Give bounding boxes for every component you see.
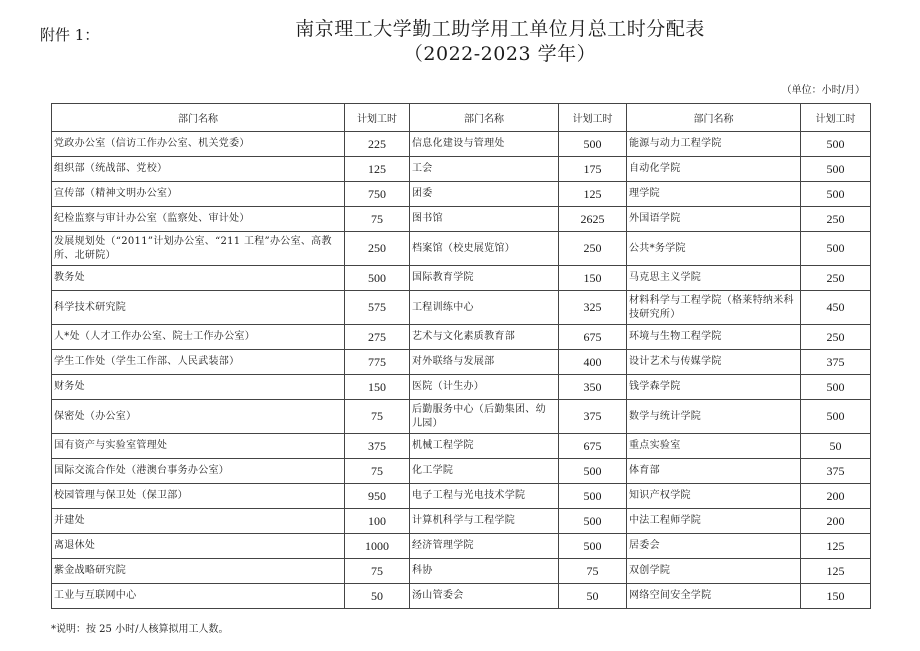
table-row (52, 559, 871, 584)
table-row (52, 266, 871, 291)
planned-hours-cell: 125 (801, 559, 871, 584)
planned-hours-cell: 375 (801, 459, 871, 484)
dept-name-cell: 并建处 (52, 509, 345, 534)
table-row (52, 350, 871, 375)
planned-hours-cell: 325 (559, 291, 627, 325)
planned-hours-cell: 250 (801, 325, 871, 350)
dept-name-cell: 经济管理学院 (410, 534, 559, 559)
dept-name-cell: 对外联络与发展部 (410, 350, 559, 375)
title-line-1: 南京理工大学勤工助学用工单位月总工时分配表 (295, 18, 705, 40)
dept-header: 部门名称 (410, 104, 559, 132)
planned-hours-cell: 250 (559, 232, 627, 266)
dept-name-cell: 体育部 (627, 459, 801, 484)
dept-name-cell: 重点实验室 (627, 434, 801, 459)
table-row (52, 375, 871, 400)
dept-name-cell: 艺术与文化素质教育部 (410, 325, 559, 350)
planned-hours-cell: 150 (345, 375, 410, 400)
planned-hours-cell: 500 (559, 484, 627, 509)
allocation-table (51, 103, 871, 609)
planned-hours-cell: 75 (345, 400, 410, 434)
planned-hours-cell: 675 (559, 325, 627, 350)
planned-hours-cell: 75 (345, 207, 410, 232)
table-row (52, 157, 871, 182)
planned-hours-cell: 500 (801, 232, 871, 266)
planned-hours-cell: 225 (345, 132, 410, 157)
dept-name-cell: 数学与统计学院 (627, 400, 801, 434)
planned-hours-cell: 450 (801, 291, 871, 325)
table-row (52, 534, 871, 559)
table-row (52, 434, 871, 459)
planned-hours-cell: 50 (559, 584, 627, 609)
hours-header: 计划工时 (559, 104, 627, 132)
planned-hours-cell: 150 (801, 584, 871, 609)
dept-name-cell: 科协 (410, 559, 559, 584)
planned-hours-cell: 500 (801, 375, 871, 400)
planned-hours-cell: 200 (801, 509, 871, 534)
planned-hours-cell: 75 (559, 559, 627, 584)
planned-hours-cell: 375 (559, 400, 627, 434)
table-row (52, 459, 871, 484)
table-row (52, 584, 871, 609)
table-row (52, 400, 871, 434)
dept-name-cell: 图书馆 (410, 207, 559, 232)
planned-hours-cell: 250 (345, 232, 410, 266)
dept-name-cell: 科学技术研究院 (52, 291, 345, 325)
planned-hours-cell: 375 (801, 350, 871, 375)
attachment-label: 附件 1： (40, 26, 100, 44)
dept-name-cell: 医院（计生办） (410, 375, 559, 400)
table-row (52, 291, 871, 325)
planned-hours-cell: 275 (345, 325, 410, 350)
dept-name-cell: 马克思主义学院 (627, 266, 801, 291)
planned-hours-cell: 500 (801, 182, 871, 207)
dept-name-cell: 知识产权学院 (627, 484, 801, 509)
dept-name-cell: 财务处 (52, 375, 345, 400)
dept-name-cell: 纪检监察与审计办公室（监察处、审计处） (52, 207, 345, 232)
dept-name-cell: 国有资产与实验室管理处 (52, 434, 345, 459)
planned-hours-cell: 125 (559, 182, 627, 207)
dept-name-cell: 后勤服务中心（后勤集团、幼儿园） (410, 400, 559, 434)
dept-name-cell: 外国语学院 (627, 207, 801, 232)
dept-name-cell: 信息化建设与管理处 (410, 132, 559, 157)
planned-hours-cell: 500 (801, 400, 871, 434)
table-row (52, 182, 871, 207)
dept-header: 部门名称 (627, 104, 801, 132)
page-title (230, 17, 770, 67)
dept-name-cell: 钱学森学院 (627, 375, 801, 400)
planned-hours-cell: 500 (559, 459, 627, 484)
dept-name-cell: 保密处（办公室） (52, 400, 345, 434)
dept-name-cell: 教务处 (52, 266, 345, 291)
planned-hours-cell: 575 (345, 291, 410, 325)
unit-label: （单位：小时/月） (781, 85, 865, 96)
planned-hours-cell: 150 (559, 266, 627, 291)
planned-hours-cell: 50 (345, 584, 410, 609)
planned-hours-cell: 125 (801, 534, 871, 559)
dept-name-cell: 电子工程与光电技术学院 (410, 484, 559, 509)
dept-name-cell: 计算机科学与工程学院 (410, 509, 559, 534)
dept-name-cell: 紫金战略研究院 (52, 559, 345, 584)
dept-name-cell: 党政办公室（信访工作办公室、机关党委） (52, 132, 345, 157)
table-row (52, 207, 871, 232)
table-header-row (52, 104, 871, 132)
planned-hours-cell: 350 (559, 375, 627, 400)
dept-name-cell: 机械工程学院 (410, 434, 559, 459)
planned-hours-cell: 75 (345, 459, 410, 484)
table-row (52, 484, 871, 509)
table-row (52, 232, 871, 266)
planned-hours-cell: 950 (345, 484, 410, 509)
planned-hours-cell: 1000 (345, 534, 410, 559)
table-row (52, 132, 871, 157)
dept-name-cell: 团委 (410, 182, 559, 207)
planned-hours-cell: 400 (559, 350, 627, 375)
dept-header: 部门名称 (52, 104, 345, 132)
dept-name-cell: 工会 (410, 157, 559, 182)
hours-header: 计划工时 (345, 104, 410, 132)
dept-name-cell: 人*处（人才工作办公室、院士工作办公室） (52, 325, 345, 350)
planned-hours-cell: 200 (801, 484, 871, 509)
planned-hours-cell: 500 (801, 132, 871, 157)
planned-hours-cell: 750 (345, 182, 410, 207)
planned-hours-cell: 500 (801, 157, 871, 182)
dept-name-cell: 公共*务学院 (627, 232, 801, 266)
planned-hours-cell: 2625 (559, 207, 627, 232)
table-row (52, 509, 871, 534)
planned-hours-cell: 250 (801, 266, 871, 291)
dept-name-cell: 双创学院 (627, 559, 801, 584)
table-body (52, 132, 871, 609)
dept-name-cell: 校园管理与保卫处（保卫部） (52, 484, 345, 509)
title-line-2: （2022-2023 学年） (403, 43, 597, 65)
planned-hours-cell: 50 (801, 434, 871, 459)
planned-hours-cell: 375 (345, 434, 410, 459)
dept-name-cell: 宣传部（精神文明办公室） (52, 182, 345, 207)
table-row (52, 325, 871, 350)
dept-name-cell: 中法工程师学院 (627, 509, 801, 534)
dept-name-cell: 国际教育学院 (410, 266, 559, 291)
dept-name-cell: 发展规划处（“2011”计划办公室、“211 工程”办公室、高教所、北研院） (52, 232, 345, 266)
dept-name-cell: 理学院 (627, 182, 801, 207)
dept-name-cell: 设计艺术与传媒学院 (627, 350, 801, 375)
dept-name-cell: 档案馆（校史展览馆） (410, 232, 559, 266)
planned-hours-cell: 250 (801, 207, 871, 232)
footnote: *说明：按 25 小时/人核算拟用工人数。 (51, 624, 229, 635)
dept-name-cell: 工程训练中心 (410, 291, 559, 325)
hours-header: 计划工时 (801, 104, 871, 132)
dept-name-cell: 网络空间安全学院 (627, 584, 801, 609)
dept-name-cell: 离退休处 (52, 534, 345, 559)
planned-hours-cell: 100 (345, 509, 410, 534)
planned-hours-cell: 500 (345, 266, 410, 291)
dept-name-cell: 化工学院 (410, 459, 559, 484)
dept-name-cell: 汤山管委会 (410, 584, 559, 609)
planned-hours-cell: 500 (559, 509, 627, 534)
dept-name-cell: 国际交流合作处（港澳台事务办公室） (52, 459, 345, 484)
planned-hours-cell: 500 (559, 534, 627, 559)
dept-name-cell: 材料科学与工程学院（格莱特纳米科技研究所） (627, 291, 801, 325)
planned-hours-cell: 675 (559, 434, 627, 459)
dept-name-cell: 组织部（统战部、党校） (52, 157, 345, 182)
planned-hours-cell: 175 (559, 157, 627, 182)
planned-hours-cell: 75 (345, 559, 410, 584)
dept-name-cell: 学生工作处（学生工作部、人民武装部） (52, 350, 345, 375)
planned-hours-cell: 775 (345, 350, 410, 375)
dept-name-cell: 工业与互联网中心 (52, 584, 345, 609)
dept-name-cell: 居委会 (627, 534, 801, 559)
planned-hours-cell: 125 (345, 157, 410, 182)
dept-name-cell: 自动化学院 (627, 157, 801, 182)
planned-hours-cell: 500 (559, 132, 627, 157)
dept-name-cell: 环境与生物工程学院 (627, 325, 801, 350)
dept-name-cell: 能源与动力工程学院 (627, 132, 801, 157)
